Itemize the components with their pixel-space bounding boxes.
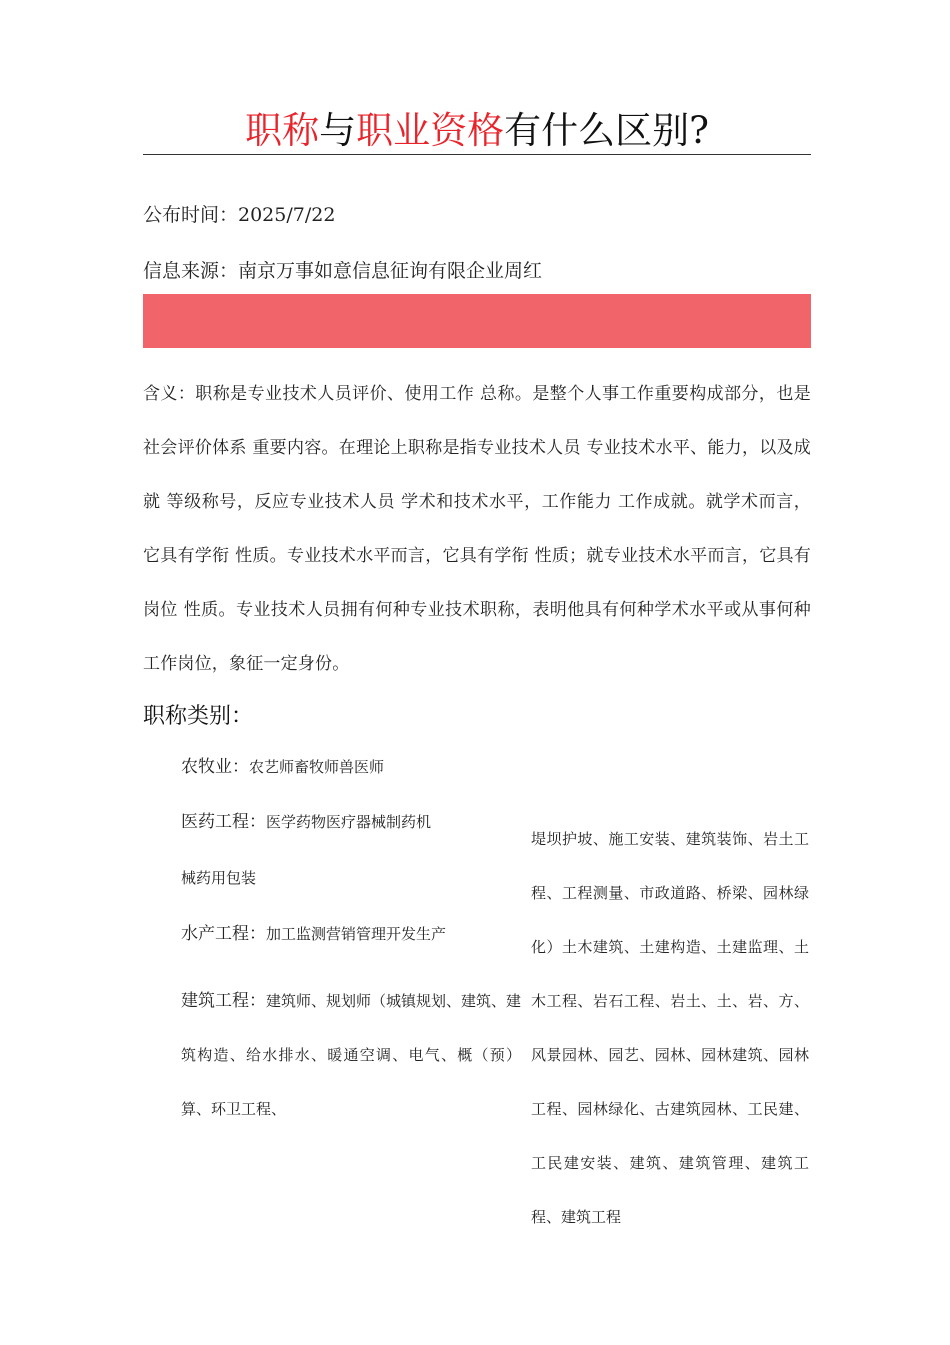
info-source: 信息来源：南京万事如意信息征询有限企业周红 [143, 260, 543, 282]
category-construction-continued: 堤坝护坡、施工安装、建筑装饰、岩土工程、工程测量、市政道路、桥梁、园林绿化）土木建筑、土建构造、土建监理、土木工程、岩石工程、岩土、土、岩、方、风景园林、园艺、园林、园林建筑、园林工程、园林绿化、古建筑园林、工民建、工民建安装、建筑、建筑管理、建筑工程、建筑工程 [531, 830, 809, 1226]
category-value: 加工监测营销管理开发生产 [266, 925, 447, 943]
category-pharma [181, 809, 431, 835]
category-name: 建筑工程： [181, 991, 266, 1011]
publish-time: 公布时间：2025/7/22 [143, 204, 336, 226]
page-title [143, 108, 811, 154]
category-value: 医学药物医疗器械制药机 [266, 813, 432, 831]
section-heading: 职称类别： [143, 704, 254, 729]
title-part-2: 与 [319, 109, 357, 152]
category-value: 建筑师、规划师（城镇规划、建筑、建筑构造、给水排水、暖通空调、电气、概（预）算、环卫工程、 [181, 992, 522, 1118]
title-underline [143, 154, 811, 155]
intro-paragraph: 含义：职称是专业技术人员评价、使用工作 总称。是整个人事工作重要构成部分，也是社会评价体系 重要内容。在理论上职称是指专业技术人员 专业技术水平、能力，以及成就 等级称号，反应专业技术人员 学术和技术水平，工作能力 工作成就。就学术而言，它具有学衔 性质。专业技术水平而言，它具有学衔 性质；就专业技术水平而言，它具有岗位 性质。专业技术人员拥有何种专业技术职称，表明他具有何种学术水平或从事何种工作岗位，象征一定身份。 [143, 384, 811, 674]
title-part-3: 职业资格 [356, 109, 505, 152]
category-name: 农牧业： [181, 757, 249, 777]
category-aquatic [181, 921, 446, 947]
category-pharma-continued: 械药用包装 [181, 869, 257, 887]
title-part-1: 职称 [245, 109, 320, 152]
title-part-4: 有什么区别? [504, 109, 709, 152]
red-banner [143, 294, 811, 348]
category-construction [181, 974, 521, 1136]
category-name: 医药工程： [181, 812, 266, 832]
category-name: 水产工程： [181, 924, 266, 944]
category-agriculture [181, 754, 384, 780]
category-value: 农艺师畜牧师兽医师 [249, 758, 385, 776]
